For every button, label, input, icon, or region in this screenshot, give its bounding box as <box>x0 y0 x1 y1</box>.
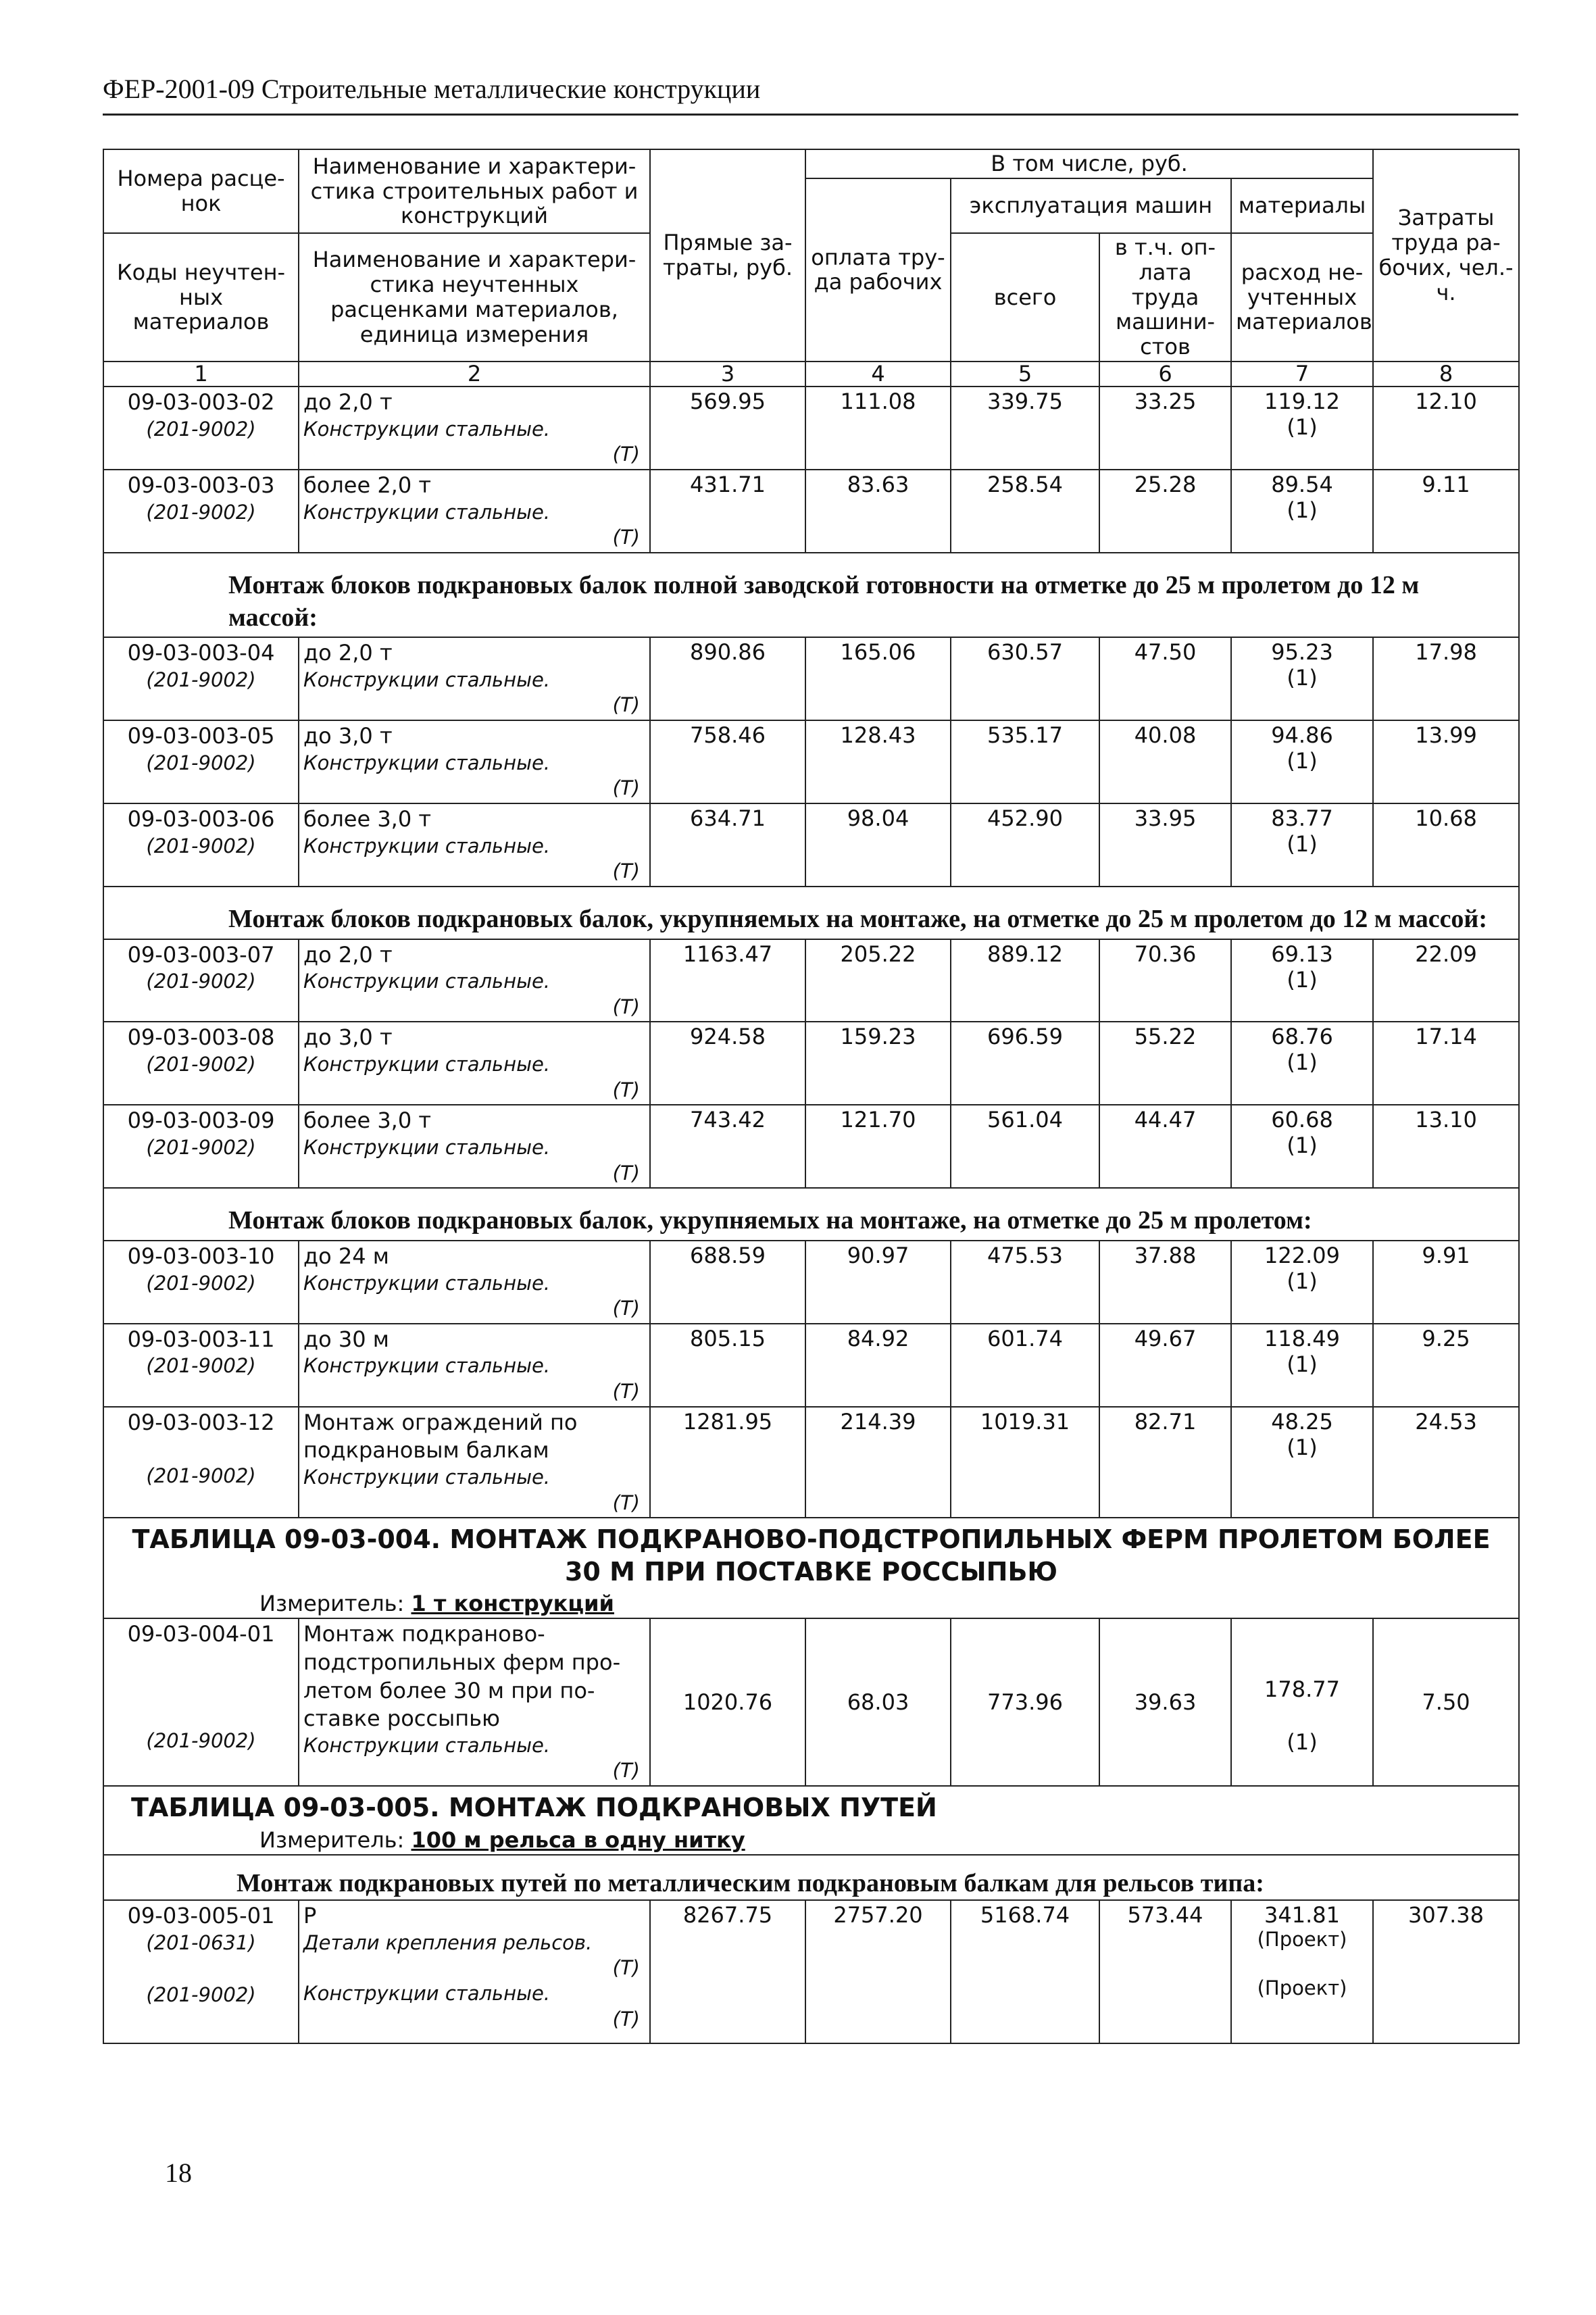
rate-name-cell <box>299 1241 650 1324</box>
material-code: (201-9002) <box>146 1729 256 1753</box>
rate-code: 09-03-003-04 <box>127 640 275 666</box>
table-row <box>103 1900 1519 2043</box>
rate-code-cell <box>103 1407 299 1518</box>
direct-costs: 1163.47 <box>650 939 805 1022</box>
material-use <box>1231 1241 1373 1324</box>
direct-costs: 743.42 <box>650 1105 805 1188</box>
measure-value: 100 м рельса в одну нитку <box>411 1826 745 1853</box>
material-name: Конструкции стальные. <box>303 1466 551 1489</box>
material-use-value: 68.76 <box>1271 1024 1333 1050</box>
material-use-value: 89.54 <box>1271 472 1333 498</box>
labor-hours: 12.10 <box>1373 387 1519 470</box>
material-name: Конструкции стальные. <box>303 1053 551 1076</box>
material-unit: (Т) <box>612 1956 640 1980</box>
rate-name: до 30 м <box>303 1326 389 1352</box>
material-use-ref: (1) <box>1287 497 1318 524</box>
operator-pay: 44.47 <box>1099 1105 1231 1188</box>
material-use-value: 178.77 <box>1264 1676 1340 1703</box>
operator-pay: 39.63 <box>1099 1618 1231 1786</box>
material-use-value: 83.77 <box>1271 805 1333 832</box>
rate-name-cell <box>299 387 650 470</box>
material-use <box>1231 1618 1373 1786</box>
labor-hours: 17.98 <box>1373 637 1519 720</box>
rate-code-cell <box>103 1022 299 1105</box>
col-num: 1 <box>103 362 299 387</box>
operator-pay: 40.08 <box>1099 720 1231 803</box>
material-use-value: 341.81 <box>1264 1902 1340 1928</box>
material-name: Детали крепления рельсов. <box>303 1931 593 1954</box>
table-row <box>103 470 1519 553</box>
material-unit: (Т) <box>612 693 640 717</box>
rate-code: 09-03-003-03 <box>127 472 275 499</box>
material-name: Конструкции стальные. <box>303 751 551 774</box>
rate-name: более 3,0 т <box>303 1107 432 1134</box>
rate-code: 09-03-004-01 <box>127 1621 275 1647</box>
direct-costs: 634.71 <box>650 803 805 887</box>
rate-code-cell <box>103 1900 299 2043</box>
material-code: (201-9002) <box>146 1136 256 1160</box>
material-unit: (Т) <box>612 2007 640 2031</box>
col-header-rate-number: Номера расце-нок <box>103 149 299 233</box>
col-header-material-codes: Коды неучтен-ных материалов <box>103 233 299 362</box>
material-use-ref: (1) <box>1287 748 1318 774</box>
machines-total: 5168.74 <box>951 1900 1099 2043</box>
material-use-ref: (Проект) <box>1257 1928 1347 1951</box>
material-use <box>1231 1900 1373 2043</box>
rate-name: до 3,0 т <box>303 1024 393 1051</box>
labor-hours: 7.50 <box>1373 1618 1519 1786</box>
material-code: (201-0631) <box>146 1931 256 1954</box>
rate-name-cell <box>299 1105 650 1188</box>
material-name: Конструкции стальные. <box>303 834 551 857</box>
operator-pay: 33.95 <box>1099 803 1231 887</box>
direct-costs: 890.86 <box>650 637 805 720</box>
rate-name-cell <box>299 1618 650 1786</box>
rate-code: 09-03-003-11 <box>127 1326 275 1352</box>
table-body <box>103 387 1519 1518</box>
direct-costs: 8267.75 <box>650 1900 805 2043</box>
table-row <box>103 939 1519 1022</box>
operator-pay: 25.28 <box>1099 470 1231 553</box>
direct-costs: 569.95 <box>650 387 805 470</box>
table-004-title: ТАБЛИЦА 09-03-004. МОНТАЖ ПОДКРАНОВО-ПОДСТРОПИЛЬНЫХ ФЕРМ ПРОЛЕТОМ БОЛЕЕ 30 М ПРИ ПОСТАВКЕ РОССЫПЬЮ <box>103 1518 1519 1591</box>
table-row <box>103 1105 1519 1188</box>
page-header: ФЕР-2001-09 Строительные металлические конструкции <box>103 74 761 104</box>
rate-code-cell <box>103 803 299 887</box>
worker-pay: 90.97 <box>805 1241 951 1324</box>
material-unit: (Т) <box>612 1759 640 1783</box>
machines-total: 696.59 <box>951 1022 1099 1105</box>
material-use-ref: (1) <box>1287 665 1318 691</box>
operator-pay: 70.36 <box>1099 939 1231 1022</box>
machines-total: 601.74 <box>951 1324 1099 1407</box>
header-rule <box>103 114 1518 116</box>
rate-name-cell <box>299 1900 650 2043</box>
material-use <box>1231 1105 1373 1188</box>
operator-pay: 49.67 <box>1099 1324 1231 1407</box>
rate-code-cell <box>103 720 299 803</box>
measure-label: Измеритель: <box>259 1591 405 1617</box>
material-code: (201-9002) <box>146 970 256 993</box>
material-use-ref: (1) <box>1287 966 1318 993</box>
rate-name: Монтаж ограждений по подкрановым балкам <box>303 1409 578 1464</box>
rate-name: до 3,0 т <box>303 723 393 749</box>
material-code: (201-9002) <box>146 1053 256 1076</box>
table-header <box>103 149 1519 387</box>
worker-pay: 83.63 <box>805 470 951 553</box>
material-name: Конструкции стальные. <box>303 1733 551 1757</box>
material-code: (201-9002) <box>146 751 256 774</box>
material-use <box>1231 387 1373 470</box>
col-num: 2 <box>299 362 650 387</box>
table-row <box>103 1618 1519 1786</box>
rate-name: Р <box>303 1903 317 1929</box>
rate-code: 09-03-003-10 <box>127 1243 275 1269</box>
worker-pay: 159.23 <box>805 1022 951 1105</box>
labor-hours: 9.91 <box>1373 1241 1519 1324</box>
price-table <box>103 149 1520 2044</box>
rate-code: 09-03-003-12 <box>127 1409 275 1435</box>
rate-name: до 2,0 т <box>303 941 393 968</box>
col-header-material-use: расход не-учтенных материалов <box>1231 233 1373 362</box>
direct-costs: 805.15 <box>650 1324 805 1407</box>
material-use <box>1231 1324 1373 1407</box>
material-unit: (Т) <box>612 1161 640 1185</box>
material-use <box>1231 1022 1373 1105</box>
material-use <box>1231 720 1373 803</box>
rate-name: до 2,0 т <box>303 640 393 666</box>
material-code: (201-9002) <box>146 1983 256 2007</box>
material-use-value: 118.49 <box>1264 1325 1340 1351</box>
col-header-including: В том числе, руб. <box>805 149 1373 178</box>
machines-total: 561.04 <box>951 1105 1099 1188</box>
measure-label: Измеритель: <box>259 1826 405 1853</box>
material-name: Конструкции стальные. <box>303 668 551 691</box>
table-row <box>103 1241 1519 1324</box>
material-code: (201-9002) <box>146 1271 256 1295</box>
col-header-work-name: Наименование и характери-стика строительных работ и конструкций <box>299 149 650 233</box>
machines-total: 630.57 <box>951 637 1099 720</box>
table-row <box>103 803 1519 887</box>
direct-costs: 1281.95 <box>650 1407 805 1518</box>
table-005-title: ТАБЛИЦА 09-03-005. МОНТАЖ ПОДКРАНОВЫХ ПУТЕЙ <box>103 1786 1519 1827</box>
rate-code: 09-03-003-07 <box>127 941 275 968</box>
material-use-value: 94.86 <box>1271 722 1333 749</box>
material-use-value: 48.25 <box>1271 1408 1333 1435</box>
material-name: Конструкции стальные. <box>303 1982 551 2006</box>
material-unit: (Т) <box>612 1491 640 1514</box>
rate-name: более 3,0 т <box>303 806 432 832</box>
col-header-material-name: Наименование и характери-стика неучтенных расценками материалов, единица измерения <box>299 233 650 362</box>
col-num: 8 <box>1373 362 1519 387</box>
column-numbers-row <box>103 362 1519 387</box>
worker-pay: 2757.20 <box>805 1900 951 2043</box>
rate-code: 09-03-005-01 <box>127 1903 275 1929</box>
direct-costs: 924.58 <box>650 1022 805 1105</box>
table-row <box>103 1324 1519 1407</box>
worker-pay: 128.43 <box>805 720 951 803</box>
material-name: Конструкции стальные. <box>303 1271 551 1295</box>
labor-hours: 17.14 <box>1373 1022 1519 1105</box>
material-code: (201-9002) <box>146 1464 256 1488</box>
material-use-ref: (1) <box>1287 1268 1318 1294</box>
material-use-ref: (1) <box>1287 1351 1318 1377</box>
labor-hours: 10.68 <box>1373 803 1519 887</box>
direct-costs: 1020.76 <box>650 1618 805 1786</box>
col-header-direct-costs: Прямые за-траты, руб. <box>650 149 805 362</box>
col-header-labor-hours: Затраты труда ра-бочих, чел.-ч. <box>1373 149 1519 362</box>
material-use-ref: (1) <box>1287 414 1318 441</box>
material-use <box>1231 939 1373 1022</box>
worker-pay: 205.22 <box>805 939 951 1022</box>
material-name: Конструкции стальные. <box>303 500 551 524</box>
direct-costs: 431.71 <box>650 470 805 553</box>
rate-code-cell <box>103 387 299 470</box>
rate-name-cell <box>299 1324 650 1407</box>
machines-total: 258.54 <box>951 470 1099 553</box>
operator-pay: 33.25 <box>1099 387 1231 470</box>
material-name: Конструкции стальные. <box>303 1136 551 1160</box>
rate-code: 09-03-003-02 <box>127 389 275 416</box>
material-use-value: 69.13 <box>1271 941 1333 967</box>
operator-pay: 573.44 <box>1099 1900 1231 2043</box>
rate-code-cell <box>103 637 299 720</box>
labor-hours: 24.53 <box>1373 1407 1519 1518</box>
section-heading: Монтаж блоков подкрановых балок полной заводской готовности на отметке до 25 м пролетом до 12 м массой: <box>103 553 1519 637</box>
col-header-worker-pay: оплата тру-да рабочих <box>805 178 951 362</box>
material-name: Конструкции стальные. <box>303 970 551 993</box>
machines-total: 773.96 <box>951 1618 1099 1786</box>
page-number: 18 <box>165 2158 192 2188</box>
col-header-operator-pay: в т.ч. оп-лата труда машини-стов <box>1099 233 1231 362</box>
material-use-ref: (1) <box>1287 1434 1318 1460</box>
material-use <box>1231 637 1373 720</box>
section-heading: Монтаж блоков подкрановых балок, укрупняемых на монтаже, на отметке до 25 м пролетом: <box>103 1188 1519 1241</box>
table-004 <box>103 1518 1519 1786</box>
rate-name-cell <box>299 1022 650 1105</box>
worker-pay: 68.03 <box>805 1618 951 1786</box>
rate-name: более 2,0 т <box>303 472 432 499</box>
material-unit: (Т) <box>612 776 640 800</box>
section-heading: Монтаж подкрановых путей по металлическим подкрановым балкам для рельсов типа: <box>103 1855 1519 1901</box>
table-row <box>103 720 1519 803</box>
material-code: (201-9002) <box>146 417 256 441</box>
material-unit: (Т) <box>612 995 640 1018</box>
material-use <box>1231 1407 1373 1518</box>
worker-pay: 98.04 <box>805 803 951 887</box>
rate-code-cell <box>103 1618 299 1786</box>
worker-pay: 214.39 <box>805 1407 951 1518</box>
col-num: 6 <box>1099 362 1231 387</box>
labor-hours: 22.09 <box>1373 939 1519 1022</box>
material-use-ref: (Проект) <box>1257 1976 1347 2000</box>
rate-code: 09-03-003-08 <box>127 1024 275 1051</box>
direct-costs: 758.46 <box>650 720 805 803</box>
labor-hours: 9.25 <box>1373 1324 1519 1407</box>
rate-name-cell <box>299 1407 650 1518</box>
rate-name-cell <box>299 939 650 1022</box>
machines-total: 339.75 <box>951 387 1099 470</box>
material-code: (201-9002) <box>146 500 256 524</box>
material-use-ref: (1) <box>1287 831 1318 857</box>
material-unit: (Т) <box>612 1380 640 1403</box>
table-004-measure <box>103 1591 1519 1618</box>
material-name: Конструкции стальные. <box>303 1354 551 1378</box>
operator-pay: 47.50 <box>1099 637 1231 720</box>
labor-hours: 13.99 <box>1373 720 1519 803</box>
material-unit: (Т) <box>612 1297 640 1320</box>
material-unit: (Т) <box>612 860 640 883</box>
labor-hours: 9.11 <box>1373 470 1519 553</box>
operator-pay: 82.71 <box>1099 1407 1231 1518</box>
section-heading: Монтаж блоков подкрановых балок, укрупняемых на монтаже, на отметке до 25 м пролетом до 12 м массой: <box>103 887 1519 939</box>
table-row <box>103 1022 1519 1105</box>
labor-hours: 307.38 <box>1373 1900 1519 2043</box>
rate-name-cell <box>299 637 650 720</box>
material-use <box>1231 803 1373 887</box>
col-header-machines: эксплуатация машин <box>951 178 1231 233</box>
machines-total: 452.90 <box>951 803 1099 887</box>
material-unit: (Т) <box>612 443 640 466</box>
material-unit: (Т) <box>612 1078 640 1101</box>
material-use-ref: (1) <box>1287 1132 1318 1159</box>
material-code: (201-9002) <box>146 1354 256 1378</box>
rate-name-cell <box>299 803 650 887</box>
worker-pay: 165.06 <box>805 637 951 720</box>
rate-code-cell <box>103 470 299 553</box>
rate-code-cell <box>103 939 299 1022</box>
material-use-ref: (1) <box>1287 1049 1318 1076</box>
rate-code-cell <box>103 1105 299 1188</box>
material-use-ref: (1) <box>1287 1729 1318 1756</box>
material-use-value: 119.12 <box>1264 389 1340 415</box>
material-unit: (Т) <box>612 526 640 549</box>
rate-name-cell <box>299 470 650 553</box>
machines-total: 475.53 <box>951 1241 1099 1324</box>
col-num: 4 <box>805 362 951 387</box>
material-use <box>1231 470 1373 553</box>
operator-pay: 37.88 <box>1099 1241 1231 1324</box>
rate-name: Монтаж подкраново-подстропильных ферм про-летом более 30 м при по-ставке россыпью <box>303 1621 621 1732</box>
direct-costs: 688.59 <box>650 1241 805 1324</box>
table-row <box>103 387 1519 470</box>
labor-hours: 13.10 <box>1373 1105 1519 1188</box>
rate-name: до 24 м <box>303 1243 389 1269</box>
material-name: Конструкции стальные. <box>303 417 551 441</box>
rate-code: 09-03-003-06 <box>127 806 275 832</box>
table-005-measure <box>103 1827 1519 1855</box>
table-005 <box>103 1786 1519 2043</box>
rate-name: до 2,0 т <box>303 389 393 416</box>
worker-pay: 121.70 <box>805 1105 951 1188</box>
machines-total: 889.12 <box>951 939 1099 1022</box>
table-row <box>103 1407 1519 1518</box>
material-use-value: 122.09 <box>1264 1242 1340 1268</box>
table-row <box>103 637 1519 720</box>
operator-pay: 55.22 <box>1099 1022 1231 1105</box>
worker-pay: 84.92 <box>805 1324 951 1407</box>
col-num: 3 <box>650 362 805 387</box>
col-num: 7 <box>1231 362 1373 387</box>
machines-total: 1019.31 <box>951 1407 1099 1518</box>
material-code: (201-9002) <box>146 668 256 691</box>
rate-code-cell <box>103 1241 299 1324</box>
col-header-materials: материалы <box>1231 178 1373 233</box>
rate-code-cell <box>103 1324 299 1407</box>
measure-value: 1 т конструкций <box>411 1591 614 1617</box>
rate-code: 09-03-003-05 <box>127 723 275 749</box>
rate-code: 09-03-003-09 <box>127 1107 275 1134</box>
material-use-value: 60.68 <box>1271 1107 1333 1133</box>
rate-name-cell <box>299 720 650 803</box>
price-table-wrap <box>103 149 1518 2044</box>
col-header-machines-total: всего <box>951 233 1099 362</box>
col-num: 5 <box>951 362 1099 387</box>
material-use-value: 95.23 <box>1271 639 1333 666</box>
machines-total: 535.17 <box>951 720 1099 803</box>
worker-pay: 111.08 <box>805 387 951 470</box>
material-code: (201-9002) <box>146 834 256 857</box>
